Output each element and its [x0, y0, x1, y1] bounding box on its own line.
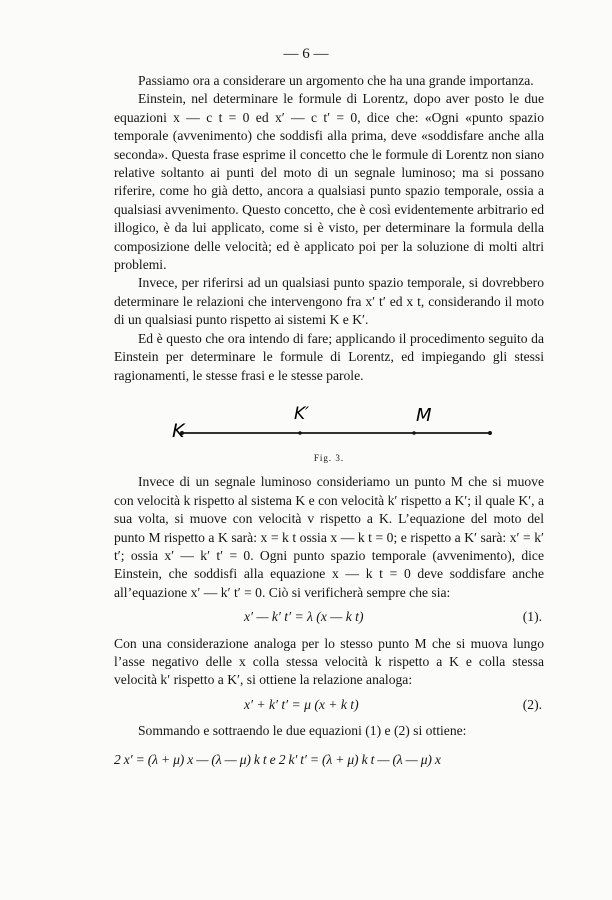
paragraph-5: Invece di un segnale luminoso consideriamo un punto M che si muove con velocità k rispetto al sistema K e con velocità k′ rispetto a K′; il quale K′, a sua volta, si muove con velocità v rispetto a K. L’equazione del moto del punto M rispetto a K sarà: x = k t ossia x — k t = 0; e rispetto a K′ sarà: x′ = k′ t′; ossia x′ — k′ t′ = 0. Ogni punto spazio temporale (avvenimento), dice Einstein, che soddisfi alla equazione x — k t = 0 deve soddisfare anche all’equazione x′ — k′ t′ = 0. Ciò si verificherà sempre che sia:	[114, 474, 544, 600]
paragraph-2: Einstein, nel determinare le formule di Lorentz, dopo aver posto le due equazioni x — c t = 0 ed x′ — c t′ = 0, dice che: «Ogni «punto spazio temporale (avvenimento) che soddisfi alla prima, deve «soddisfare anche alla seconda». Questa frase esprime il concetto che le formule di Lorentz non siano relative soltanto ai punti del moto di un segnale luminoso; ma si possano riferire, come ho già detto, ancora a qualsiasi punto spazio temporale, ossia a qualsiasi avvenimento. Questo concetto, che è così evidentemente arbitrario ed illogico, è da lui applicato, come si è visto, per determinare la formula della composizione delle velocità; ed è applicato poi per la soluzione di molti altri problemi.	[114, 91, 544, 273]
label-k-prime: K′	[294, 403, 310, 424]
page-number: — 6 —	[283, 46, 329, 62]
label-k: K	[172, 419, 185, 442]
paragraph-3: Invece, per riferirsi ad un qualsiasi punto spazio temporale, si dovrebbero determinare le relazioni che intervengono fra x′ t′ ed x t, considerando il moto di un qualsiasi punto rispetto ai sistemi K e K′.	[114, 275, 544, 328]
equation-2	[114, 696, 544, 714]
figure-3	[114, 393, 544, 449]
equation-2-number: (2).	[522, 696, 542, 712]
equation-1	[114, 608, 544, 626]
label-m: M	[416, 404, 432, 426]
figure-caption: Fig. 3.	[313, 452, 345, 463]
equation-3: 2 x′ = (λ + μ) x — (λ — μ) k t e 2 k′ t′ = (λ + μ) k t — (λ — μ) x	[114, 751, 441, 767]
equation-2-body: x′ + k′ t′ = μ (x + k t)	[244, 696, 359, 712]
line-end-dot	[488, 431, 492, 435]
body-text	[114, 72, 544, 769]
paragraph-7: Sommando e sottraendo le due equazioni (1) e (2) si ottiene:	[138, 723, 467, 739]
point-m-dot	[412, 431, 416, 435]
point-k-prime-dot	[298, 431, 302, 435]
paragraph-1: Passiamo ora a considerare un argomento che ha una grande importanza.	[138, 73, 534, 88]
paragraph-4: Ed è questo che ora intendo di fare; applicando il procedimento seguito da Einstein per determinare le formule di Lorentz, ed impiegando gli stessi ragionamenti, le stesse frasi e le stesse parole.	[114, 330, 544, 383]
equation-1-body: x′ — k′ t′ = λ (x — k t)	[244, 609, 364, 625]
equation-1-number: (1).	[522, 609, 542, 625]
figure-3-diagram	[114, 393, 544, 449]
paragraph-6: Con una considerazione analoga per lo stesso punto M che si muova lungo l’asse negativo delle x colla stessa velocità k rispetto a K e colla stessa velocità k′ rispetto a K′, si ottiene la relazione analoga:	[114, 635, 544, 688]
